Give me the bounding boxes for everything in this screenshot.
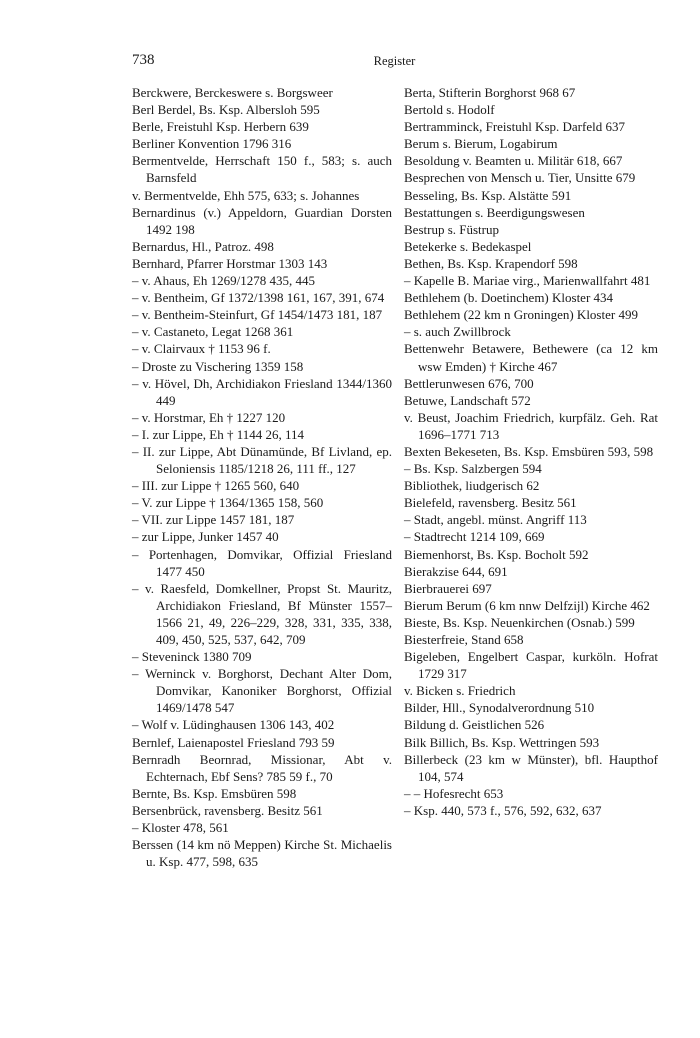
- index-entry: – v. Horstmar, Eh † 1227 120: [132, 409, 286, 425]
- index-entry: Bierakzise 644, 691: [404, 563, 508, 579]
- index-entry: Bexten Bekeseten, Bs. Ksp. Emsbüren 593, 598: [404, 443, 654, 459]
- index-entry: – zur Lippe, Junker 1457 40: [132, 529, 279, 545]
- index-entry: Besprechen von Mensch u. Tier, Unsitte 679: [404, 170, 636, 186]
- index-entry: Bibliothek, liudgerisch 62: [404, 478, 540, 494]
- index-entry: – v. Bentheim-Steinfurt, Gf 1454/1473 181, 187: [132, 307, 383, 323]
- index-entry: Bethlehem (b. Doetinchem) Kloster 434: [404, 290, 614, 306]
- index-entry: Billerbeck (23 km w Münster), bfl. Haupthof 104, 574: [404, 751, 658, 784]
- index-entry: – Portenhagen, Domvikar, Offizial Friesland 1477 450: [132, 546, 392, 579]
- index-entry: Besoldung v. Beamten u. Militär 618, 667: [404, 153, 623, 169]
- index-entry: Bierbrauerei 697: [404, 580, 492, 596]
- index-column-right: [404, 84, 658, 819]
- index-entry: Bernardinus (v.) Appeldorn, Guardian Dorsten 1492 198: [132, 204, 392, 237]
- index-entry: – v. Bentheim, Gf 1372/1398 161, 167, 391, 674: [132, 290, 385, 306]
- index-entry: Berle, Freistuhl Ksp. Herbern 639: [132, 119, 309, 135]
- index-entry: Bertold s. Hodolf: [404, 102, 495, 118]
- index-entry: Berl Berdel, Bs. Ksp. Albersloh 595: [132, 102, 320, 118]
- index-entry: Bettlerunwesen 676, 700: [404, 375, 534, 391]
- index-entry: Bettenwehr Betawere, Bethewere (ca 12 km wsw Emden) † Kirche 467: [404, 341, 658, 374]
- index-entry: Bersenbrück, ravensberg. Besitz 561: [132, 802, 323, 818]
- index-entry: – Kloster 478, 561: [132, 820, 229, 836]
- index-entry: Bilder, Hll., Synodalverordnung 510: [404, 700, 595, 716]
- index-entry: Bethen, Bs. Ksp. Krapendorf 598: [404, 255, 578, 271]
- index-entry: v. Beust, Joachim Friedrich, kurpfälz. Geh. Rat 1696–1771 713: [404, 409, 658, 442]
- index-entry: Bernlef, Laienapostel Friesland 793 59: [132, 734, 335, 750]
- index-entry: Berliner Konvention 1796 316: [132, 136, 292, 152]
- index-entry: – Kapelle B. Mariae virg., Marienwallfahrt 481: [404, 273, 651, 289]
- index-entry: v. Bermentvelde, Ehh 575, 633; s. Johannes: [132, 187, 360, 203]
- index-entry: – v. Ahaus, Eh 1269/1278 435, 445: [132, 273, 315, 289]
- index-entry: – v. Castaneto, Legat 1268 361: [132, 324, 294, 340]
- running-title: Register: [373, 54, 416, 68]
- index-entry: – – Hofesrecht 653: [404, 785, 504, 801]
- index-entry: Berssen (14 km nö Meppen) Kirche St. Michaelis u. Ksp. 477, 598, 635: [132, 837, 392, 870]
- index-entry: Bigeleben, Engelbert Caspar, kurköln. Hofrat 1729 317: [404, 649, 658, 682]
- index-entry: – Stadtrecht 1214 109, 669: [404, 529, 545, 545]
- index-entry: v. Bicken s. Friedrich: [404, 683, 516, 699]
- index-entry: – Bs. Ksp. Salzbergen 594: [404, 461, 542, 477]
- page-header: [132, 52, 657, 70]
- index-entry: Besseling, Bs. Ksp. Alstätte 591: [404, 187, 572, 203]
- index-entry: Betekerke s. Bedekaspel: [404, 238, 532, 254]
- index-entry: – Droste zu Vischering 1359 158: [132, 358, 304, 374]
- index-entry: Berckwere, Berckeswere s. Borgsweer: [132, 85, 333, 100]
- index-entry: Bernhard, Pfarrer Horstmar 1303 143: [132, 255, 328, 271]
- index-entry: – I. zur Lippe, Eh † 1144 26, 114: [132, 426, 304, 442]
- index-entry: – VII. zur Lippe 1457 181, 187: [132, 512, 295, 528]
- index-entry: Bierum Berum (6 km nnw Delfzijl) Kirche 462: [404, 597, 650, 613]
- index-entry: Bilk Billich, Bs. Ksp. Wettringen 593: [404, 734, 600, 750]
- index-entry: – II. zur Lippe, Abt Dünamünde, Bf Livland, ep. Seloniensis 1185/1218 26, 111 ff., 127: [132, 443, 392, 477]
- index-column-left: [132, 84, 392, 870]
- index-entry: Bestattungen s. Beerdigungswesen: [404, 204, 585, 220]
- index-entry: Bernradh Beornrad, Missionar, Abt v. Echternach, Ebf Sens? 785 59 f., 70: [132, 751, 392, 784]
- index-entry: Bildung d. Geistlichen 526: [404, 717, 545, 733]
- index-entry: Bermentvelde, Herrschaft 150 f., 583; s. auch Barnsfeld: [132, 153, 392, 186]
- index-entry: Bieste, Bs. Ksp. Neuenkirchen (Osnab.) 599: [404, 614, 635, 630]
- index-entry: – v. Clairvaux † 1153 96 f.: [132, 341, 271, 357]
- index-entry: – Steveninck 1380 709: [132, 649, 252, 665]
- index-entry: Biemenhorst, Bs. Ksp. Bocholt 592: [404, 546, 589, 562]
- index-entry: Berta, Stifterin Borghorst 968 67: [404, 85, 576, 100]
- index-entry: – Ksp. 440, 573 f., 576, 592, 632, 637: [404, 802, 602, 818]
- index-entry: – v. Hövel, Dh, Archidiakon Friesland 1344/1360 449: [132, 375, 392, 408]
- index-entry: Bertramminck, Freistuhl Ksp. Darfeld 637: [404, 119, 625, 135]
- index-entry: Bernte, Bs. Ksp. Emsbüren 598: [132, 785, 297, 801]
- index-entry: – V. zur Lippe † 1364/1365 158, 560: [132, 495, 324, 511]
- index-entry: – Wolf v. Lüdinghausen 1306 143, 402: [132, 717, 335, 733]
- index-entry: Betuwe, Landschaft 572: [404, 392, 531, 408]
- page-number: 738: [132, 52, 155, 68]
- index-entry: – v. Raesfeld, Domkellner, Propst St. Mauritz, Archidiakon Friesland, Bf Münster 1557–1566 21, 49, 226–229, 328, 331, 335, 338, 409, 450, 525, 537, 642, 709: [132, 580, 392, 647]
- index-entry: Bielefeld, ravensberg. Besitz 561: [404, 495, 577, 511]
- index-entry: Biesterfreie, Stand 658: [404, 632, 524, 647]
- index-entry: – Stadt, angebl. münst. Angriff 113: [404, 512, 587, 528]
- index-entry: – III. zur Lippe † 1265 560, 640: [132, 478, 300, 494]
- index-entry: Bernardus, Hl., Patroz. 498: [132, 238, 274, 254]
- index-entry: – Werninck v. Borghorst, Dechant Alter Dom, Domvikar, Kanoniker Borghorst, Offizial 1469/1478 547: [132, 666, 392, 716]
- index-entry: Bethlehem (22 km n Groningen) Kloster 499: [404, 307, 638, 323]
- index-entry: Bestrup s. Füstrup: [404, 221, 499, 237]
- index-entry: – s. auch Zwillbrock: [404, 324, 511, 340]
- index-entry: Berum s. Bierum, Logabirum: [404, 136, 558, 152]
